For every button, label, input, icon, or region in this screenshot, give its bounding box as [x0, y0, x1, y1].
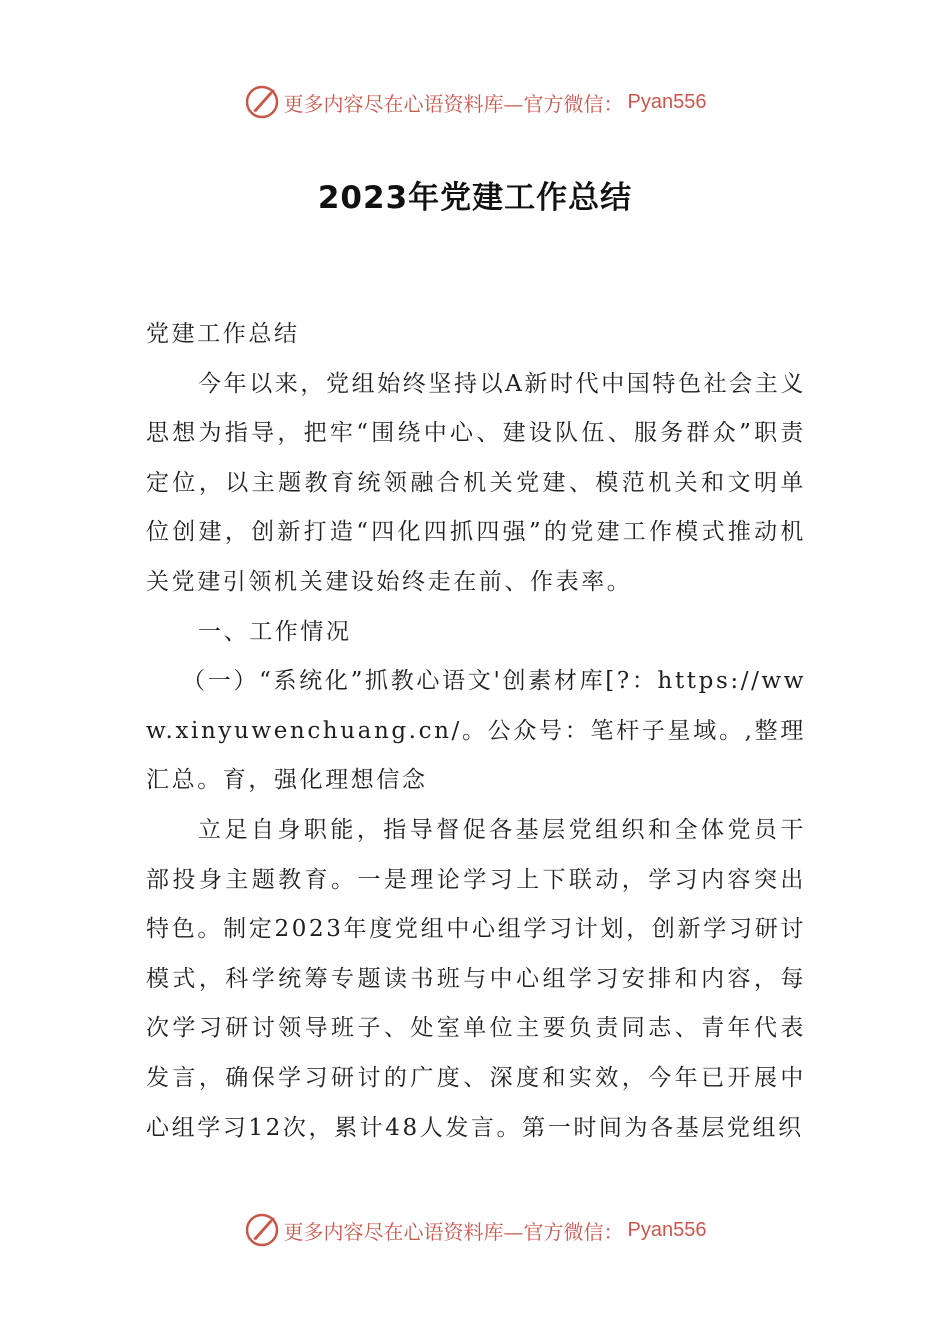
watermark-text: 更多内容尽在心语资料库—官方微信： — [283, 1219, 624, 1244]
document-body — [146, 310, 806, 1153]
sub-item-heading: （一）“系统化”抓教心语文'创素材库[?：https://www.xinyuwenchuang.cn/。公众号：笔杆子星域。,整理汇总。育，强化理想信念 — [146, 668, 806, 794]
quill-logo-icon — [244, 1212, 280, 1248]
subsection-heading: 一、工作情况 — [198, 618, 352, 645]
intro-paragraph: 今年以来，党组始终坚持以A新时代中国特色社会主义思想为指导，把牢“围绕中心、建设队伍、服务群众”职责定位，以主题教育统领融合机关党建、模范机关和文明单位创建，创新打造“四化四抓四强”的党建工作模式推动机关党建引领机关建设始终走在前、作表率。 — [146, 370, 807, 595]
watermark-banner-top — [0, 82, 950, 122]
document-title: 2023年党建工作总结 — [317, 180, 633, 216]
body-paragraph: 立足自身职能，指导督促各基层党组织和全体党员干部投身主题教育。一是理论学习上下联动，学习内容突出特色。制定2023年度党组中心组学习计划，创新学习研讨模式，科学统筹专题读书班与中心组学习安排和内容，每次学习研讨领导班子、处室单位主要负责同志、青年代表发言，确保学习研讨的广度、深度和实效，今年已开展中心组学习12次，累计48人发言。第一时间为各基层党组织 — [146, 816, 806, 1141]
quill-logo-icon — [244, 84, 280, 120]
watermark-banner-bottom — [0, 1210, 950, 1250]
watermark-text: 更多内容尽在心语资料库—官方微信： — [283, 91, 624, 116]
watermark-wechat-id: Pyan556 — [627, 90, 707, 113]
section-heading: 党建工作总结 — [146, 321, 300, 347]
watermark-wechat-id: Pyan556 — [627, 1218, 707, 1241]
